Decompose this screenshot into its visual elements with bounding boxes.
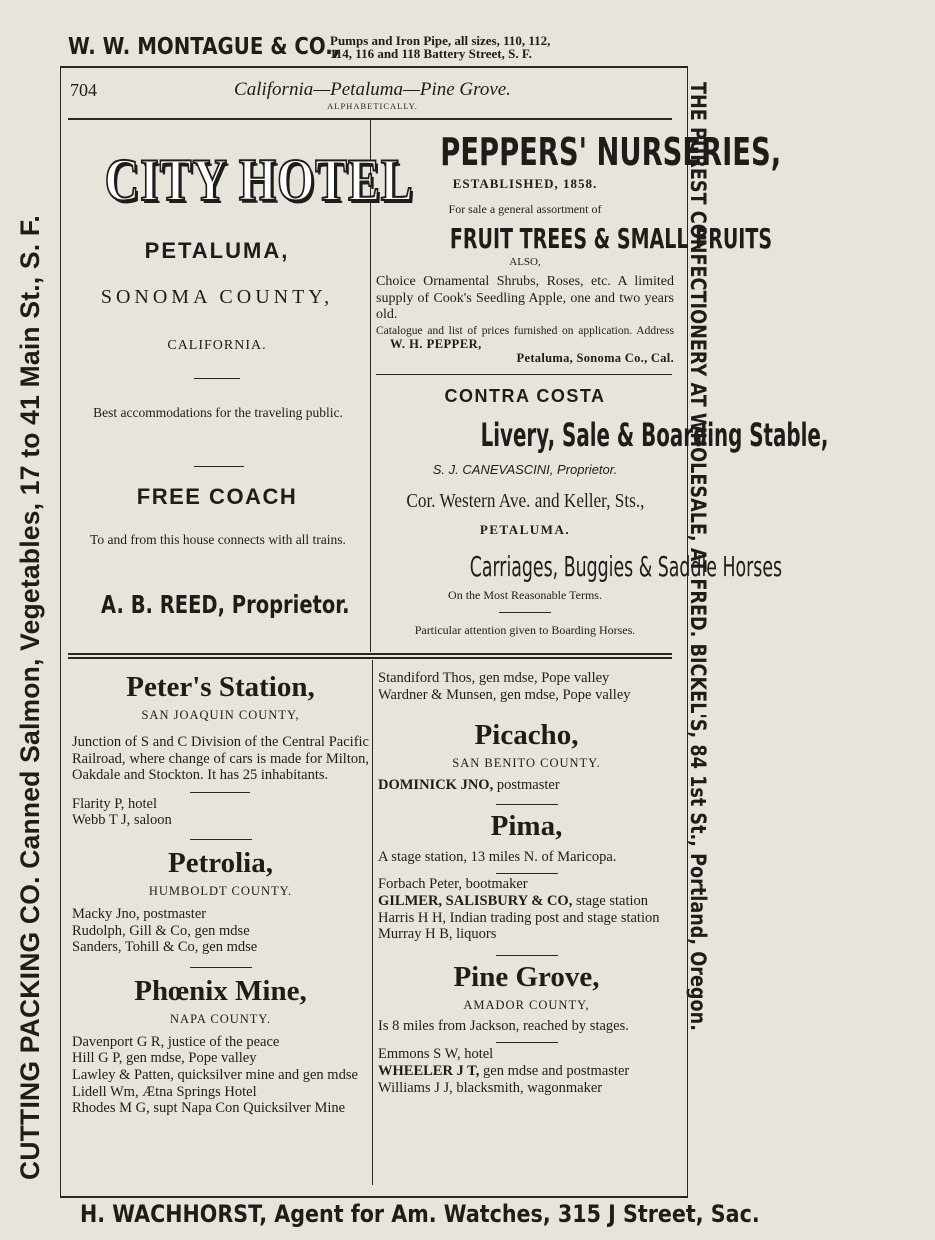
city-hotel-title: CITY HOTEL [104,147,414,213]
entry-name-bold: WHEELER J T, [378,1062,480,1079]
listing-entry: Webb T J, saloon [72,812,172,829]
peppers-for-sale: For sale a general assortment of [448,202,602,216]
listing-entry: Sanders, Tohill & Co, gen mdse [72,939,258,956]
contra-costa-ad [374,378,829,648]
ads-bottom-rule-1 [68,653,672,655]
peppers-title: PEPPERS' NURSERIES, [440,130,782,174]
entry-name-bold: DOMINICK JNO, [378,777,494,794]
alphabetically-label: ALPHABETICALLY. [327,101,418,111]
ads-bottom-rule-2 [68,657,672,659]
left-margin-ad: CUTTING PACKING CO. Canned Salmon, Vegetables, 17 to 41 Main St., S. F. [15,215,45,1180]
left-column [72,662,369,1117]
pima-heading: Pima, [490,809,563,842]
pine-grove-county: AMADOR COUNTY, [463,997,590,1012]
top-banner-line2: 114, 116 and 118 Battery Street, S. F. [330,46,532,61]
peters-rule [190,792,250,793]
city-hotel-state: CALIFORNIA. [167,338,267,353]
city-hotel-accommodations: Best accommodations for the traveling public. [93,405,343,420]
city-hotel-ad [66,124,414,649]
peppers-body: Choice Ornamental Shrubs, Roses, etc. A limited supply of Cook's Seedling Apple, one and two years old. [376,274,674,322]
peppers-address-place: Petaluma, Sonoma Co., Cal. [516,351,674,365]
picacho-heading: Picacho, [474,719,579,752]
peppers-fruit-trees: FRUIT TREES & SMALL FRUITS [449,222,773,255]
listing-entry: Macky Jno, postmaster [72,905,207,922]
free-coach-text: To and from this house connects with all trains. [90,532,346,547]
city-hotel-rule-1 [194,378,240,379]
pima-rule-2 [496,873,558,874]
listing-entry: Davenport G R, justice of the peace [72,1033,280,1050]
bottom-banner: H. WACHHORST, Agent for Am. Watches, 315 J Street, Sac. [80,1200,760,1228]
peters-station-heading: Peter's Station, [126,671,315,703]
pima-desc: A stage station, 13 miles N. of Maricopa. [378,848,617,865]
pine-grove-heading: Pine Grove, [453,960,600,993]
phoenix-rule [190,967,252,968]
petrolia-heading: Petrolia, [168,846,273,879]
right-column [378,670,675,1096]
city-hotel-place: PETALUMA, [144,238,290,263]
peters-station-desc: Junction of S and C Division of the Central Pacific Railroad, where change of cars is made for Milton, Oakdale and Stockton. It has 25 inhabitants. [72,734,369,784]
listing-entry: Lawley & Patten, quicksilver mine and gen mdse [72,1066,358,1083]
right-ad-divider [376,374,672,375]
contra-costa-proprietor: S. J. CANEVASCINI, Proprietor. [432,462,618,477]
listing-entry: Wardner & Munsen, gen mdse, Pope valley [378,686,631,703]
listing-entry: Emmons S W, hotel [378,1046,494,1063]
top-banner-name: W. W. MONTAGUE & CO., [68,34,341,60]
contra-costa-carriages: Carriages, Buggies & Saddle Horses [469,550,783,583]
page-number: 704 [70,80,97,100]
listing-entry: DOMINICK JNO, postmaster [378,777,560,794]
peppers-address-name: W. H. PEPPER, [390,337,482,351]
petrolia-county: HUMBOLDT COUNTY. [148,883,293,898]
listing-entry: Flarity P, hotel [72,795,157,812]
listing-entry: Hill G P, gen mdse, Pope valley [72,1050,257,1067]
running-title: California—Petaluma—Pine Grove. ALPHABETICALLY. [120,79,625,111]
petrolia-rule [190,839,252,840]
peters-station-county: SAN JOAQUIN COUNTY, [141,708,300,722]
pine-grove-rule-2 [496,1042,558,1043]
entry-name-bold: GILMER, SALISBURY & CO, [378,892,573,909]
lower-column-divider [372,660,373,1185]
peppers-established: ESTABLISHED, 1858. [452,176,598,191]
peppers-catalogue: Catalogue and list of prices furnished on application. Address W. H. PEPPER, Petaluma, Sonoma Co., Cal. [376,325,674,365]
free-coach: FREE COACH [136,484,298,509]
city-hotel-county: SONOMA COUNTY, [100,286,334,308]
city-hotel-proprietor: A. B. REED, Proprietor. [101,590,350,619]
listing-entry: Rhodes M G, supt Napa Con Quicksilver Mine [72,1100,346,1117]
pine-grove-rule [496,955,558,956]
peppers-nurseries-ad [374,124,782,374]
listing-entry: Williams J J, blacksmith, wagonmaker [378,1079,603,1096]
listing-entry: GILMER, SALISBURY & CO, stage station [378,892,649,909]
listing-entry: WHEELER J T, gen mdse and postmaster [378,1062,630,1079]
contra-costa-stable: Livery, Sale & Boarding Stable, [480,416,829,454]
pine-grove-desc: Is 8 miles from Jackson, reached by stages. [378,1017,629,1034]
right-margin-ad: THE PUREST CONFECTIONERY AT WHOLESALE, AT FRED. BICKEL'S, 84 1st St., Portland, Oregon. [686,82,710,1031]
city-hotel-rule-2 [194,466,244,467]
listing-entry: Forbach Peter, bootmaker [378,876,528,893]
contra-costa-rule [499,612,551,613]
listing-entry: Standiford Thos, gen mdse, Pope valley [378,670,610,686]
listing-entry: Lidell Wm, Ætna Springs Hotel [72,1083,257,1100]
picacho-county: SAN BENITO COUNTY. [452,756,601,771]
contra-costa-corner: Cor. Western Ave. and Keller, Sts., [405,490,645,512]
top-banner [68,30,688,64]
phoenix-mine-heading: Phœnix Mine, [134,974,307,1007]
listing-entry: Harris H H, Indian trading post and stage station [378,909,660,926]
contra-costa-terms: On the Most Reasonable Terms. [448,588,602,602]
listing-entry: Rudolph, Gill & Co, gen mdse [72,922,250,939]
peppers-also: ALSO, [509,256,541,268]
pima-rule [496,804,558,805]
listing-entry: Murray H B, liquors [378,926,497,943]
contra-costa-attention: Particular attention given to Boarding Horses. [414,623,636,637]
phoenix-mine-county: NAPA COUNTY. [170,1011,271,1026]
contra-costa-title: CONTRA COSTA [444,386,606,406]
top-banner-line1: Pumps and Iron Pipe, all sizes, 110, 112, [330,33,551,48]
contra-costa-place: PETALUMA. [479,522,571,537]
top-frame-rule [60,66,688,68]
